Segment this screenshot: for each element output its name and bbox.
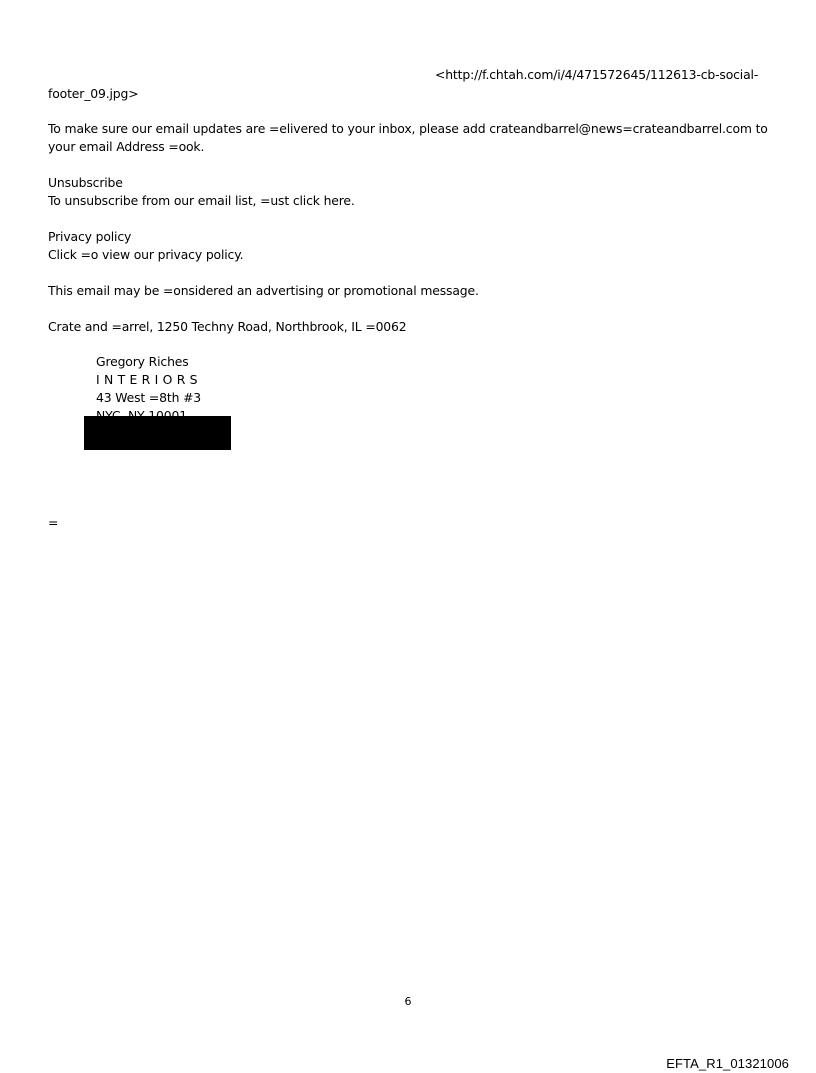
trailing-equals: = <box>48 515 59 530</box>
page-number: 6 <box>404 995 412 1008</box>
image-url-line-2: footer_09.jpg> <box>48 86 139 101</box>
privacy-text: Click =o view our privacy policy. <box>48 247 244 262</box>
signature-company: I N T E R I O R S <box>96 372 198 387</box>
advertising-notice: This email may be =onsidered an advertising or promotional message. <box>48 283 479 298</box>
company-address: Crate and =arrel, 1250 Techny Road, Northbrook, IL =0062 <box>48 319 407 334</box>
signature-name: Gregory Riches <box>96 354 189 369</box>
redaction-box <box>84 416 231 450</box>
signature-street: 43 West =8th #3 <box>96 390 202 405</box>
unsubscribe-text: To unsubscribe from our email list, =ust click here. <box>48 193 355 208</box>
privacy-heading: Privacy policy <box>48 229 132 244</box>
bates-number: EFTA_R1_01321006 <box>666 1056 789 1071</box>
delivery-notice-line-2: your email Address =ook. <box>48 139 205 154</box>
image-url-line-1: <http://f.chtah.com/i/4/471572645/112613-cb-social- <box>435 67 759 82</box>
unsubscribe-heading: Unsubscribe <box>48 175 123 190</box>
delivery-notice-line-1: To make sure our email updates are =elivered to your inbox, please add crateandbarrel@news=crateandbarrel.com to <box>48 121 768 136</box>
